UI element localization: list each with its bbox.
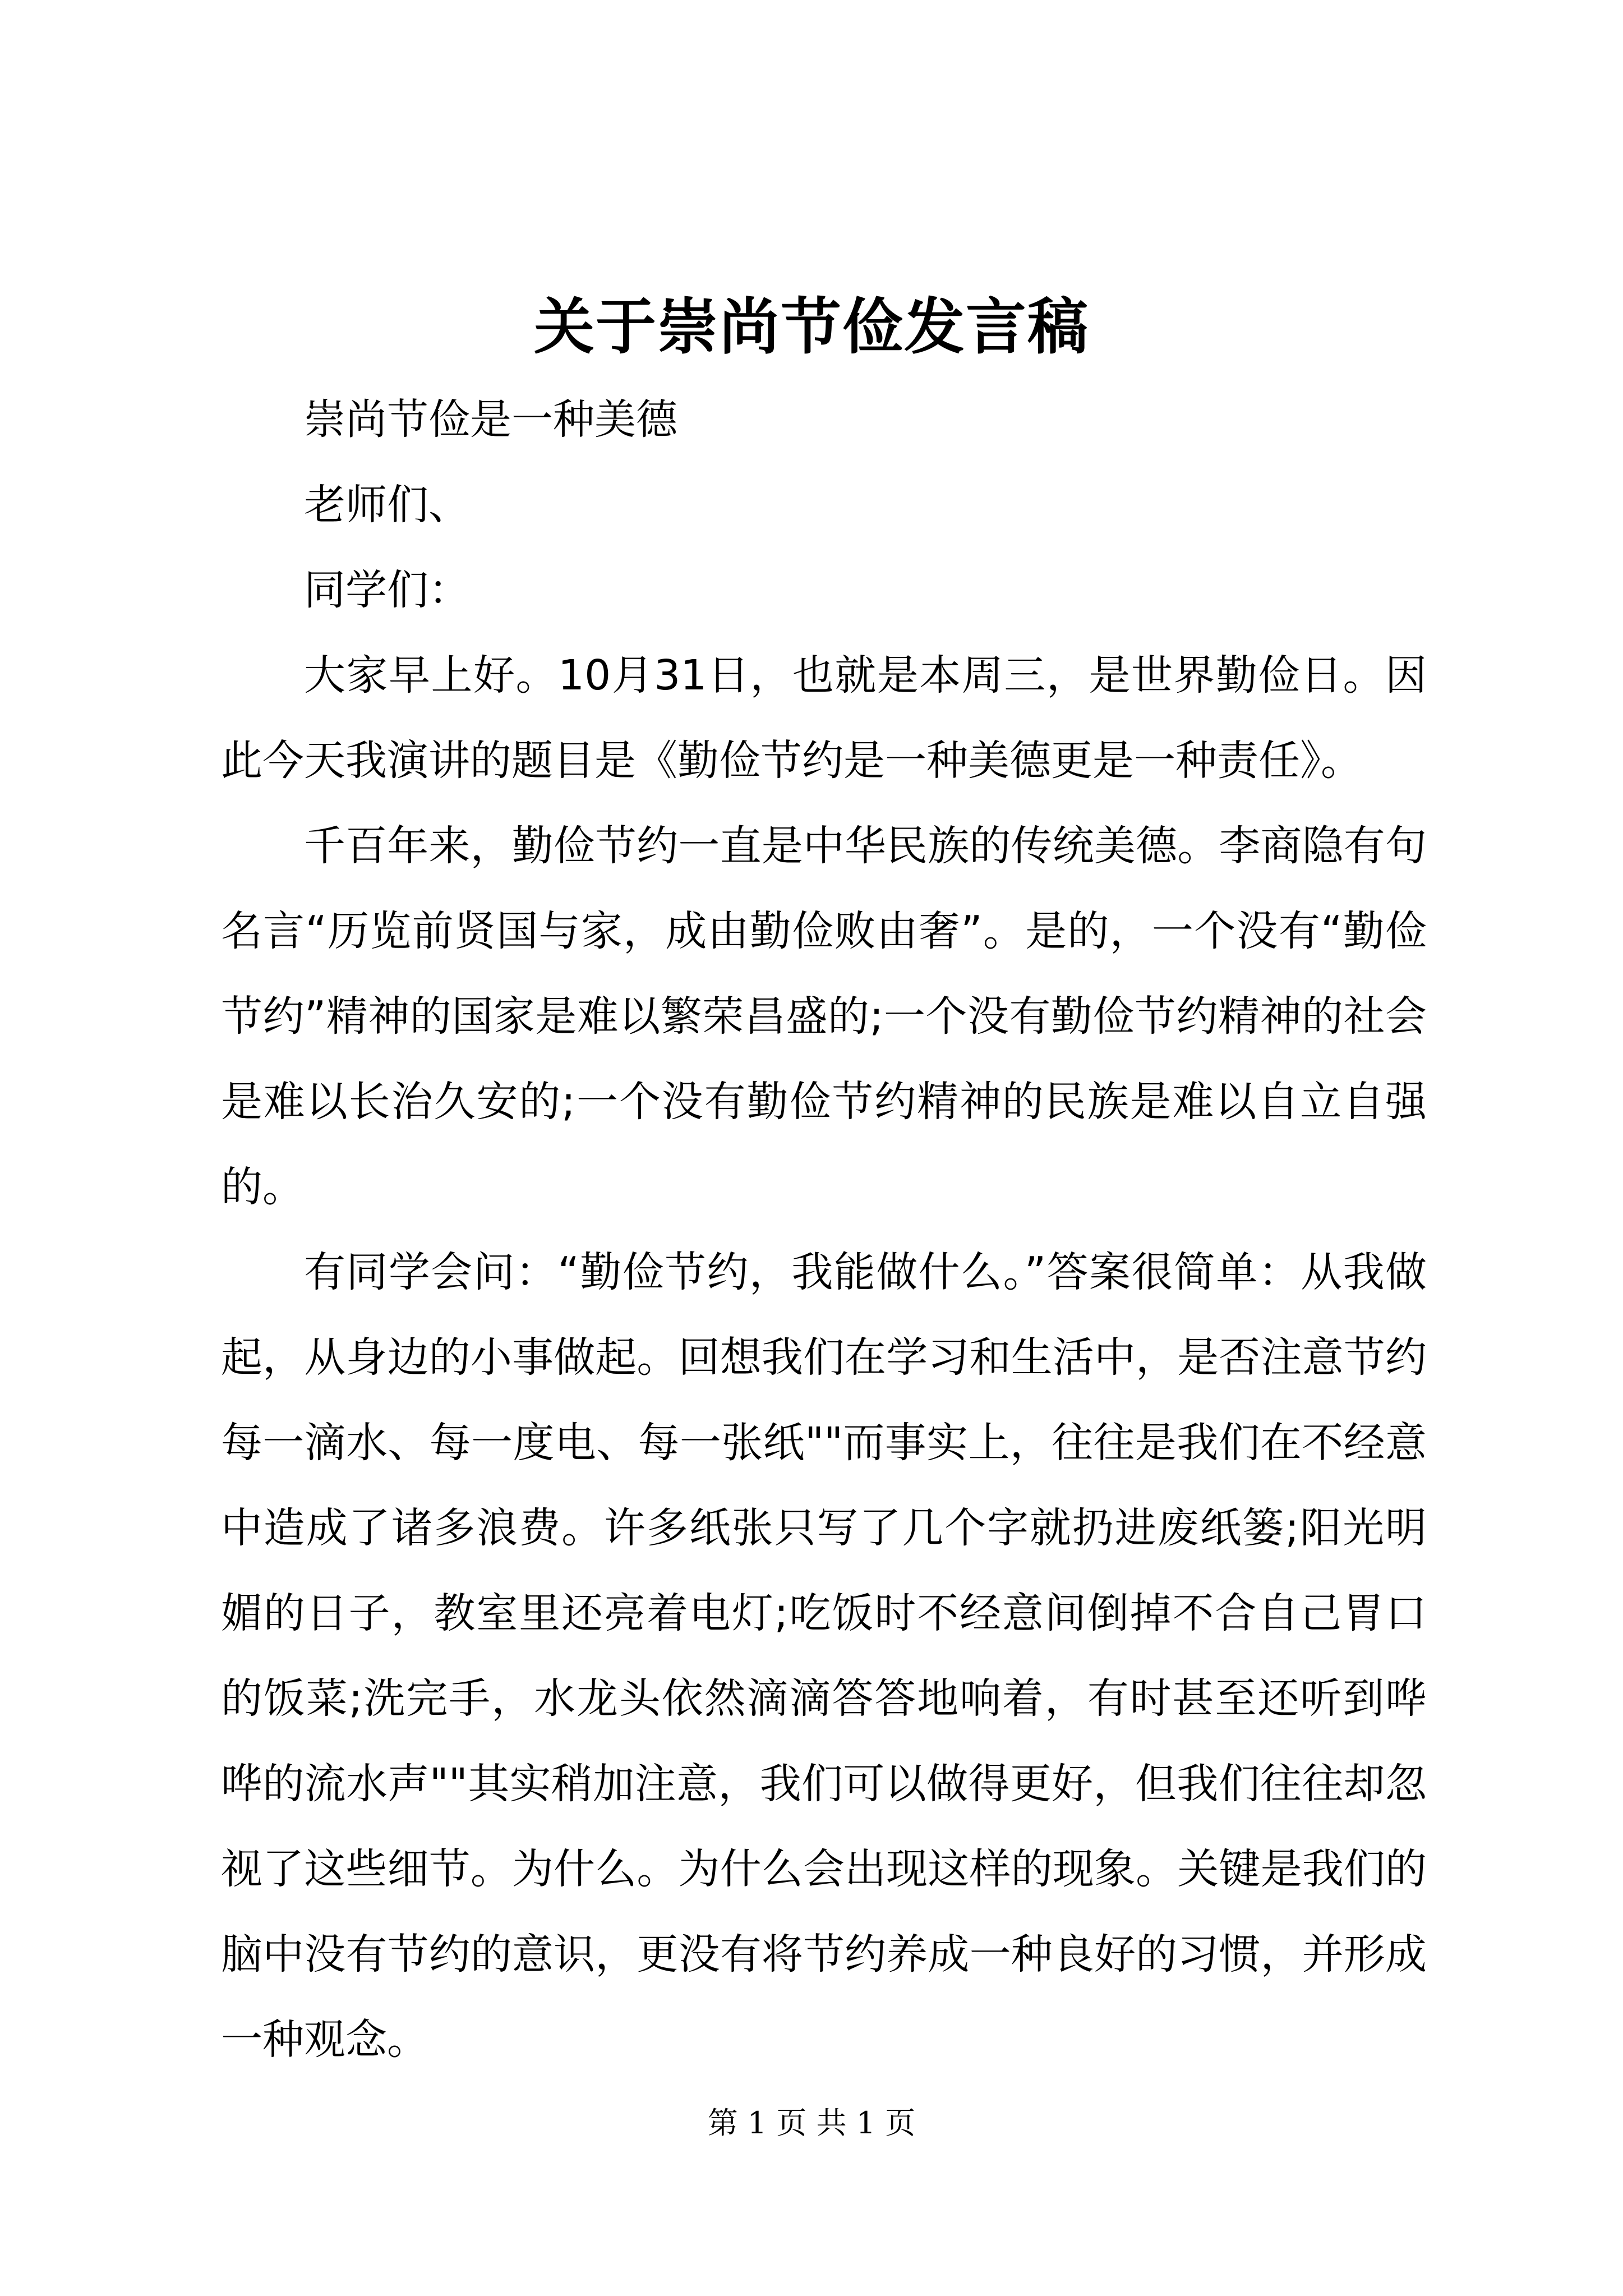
paragraph-salutation-students: 同学们： — [304, 566, 470, 614]
paragraph-salutation-teachers: 老师们、 — [304, 481, 470, 529]
document-body — [221, 377, 1427, 2082]
paragraph-greeting: 大家早上好。10月31日，也就是本周三，是世界勤俭日。因此今天我演讲的题目是《勤俭节约是一种美德更是一种责任》。 — [221, 651, 1427, 785]
paragraph-what-can-i-do: 有同学会问：“勤俭节约，我能做什么。”答案很简单：从我做起，从身边的小事做起。回想我们在学习和生活中，是否注意节约每一滴水、每一度电、每一张纸""而事实上，往往是我们在不经意中造成了诸多浪费。许多纸张只写了几个字就扔进废纸篓;阳光明媚的日子，教室里还亮着电灯;吃饭时不经意间倒掉不合自己胃口的饭菜;洗完手，水龙头依然滴滴答答地响着，有时甚至还听到哗哗的流水声""其实稍加注意，我们可以做得更好，但我们往往却忽视了这些细节。为什么。为什么会出现这样的现象。关键是我们的脑中没有节约的意识，更没有将节约养成一种良好的习惯，并形成一种观念。 — [221, 1248, 1427, 2064]
page-footer: 第 1 页 共 1 页 — [707, 2105, 916, 2141]
document-title: 关于崇尚节俭发言稿 — [533, 292, 1089, 362]
paragraph-tradition: 千百年来，勤俭节约一直是中华民族的传统美德。李商隐有句名言“历览前贤国与家，成由勤俭败由奢”。是的，一个没有“勤俭节约”精神的国家是难以繁荣昌盛的;一个没有勤俭节约精神的社会是难以长治久安的;一个没有勤俭节约精神的民族是难以自立自强的。 — [221, 822, 1427, 1211]
paragraph-subtitle: 崇尚节俭是一种美德 — [304, 395, 677, 444]
